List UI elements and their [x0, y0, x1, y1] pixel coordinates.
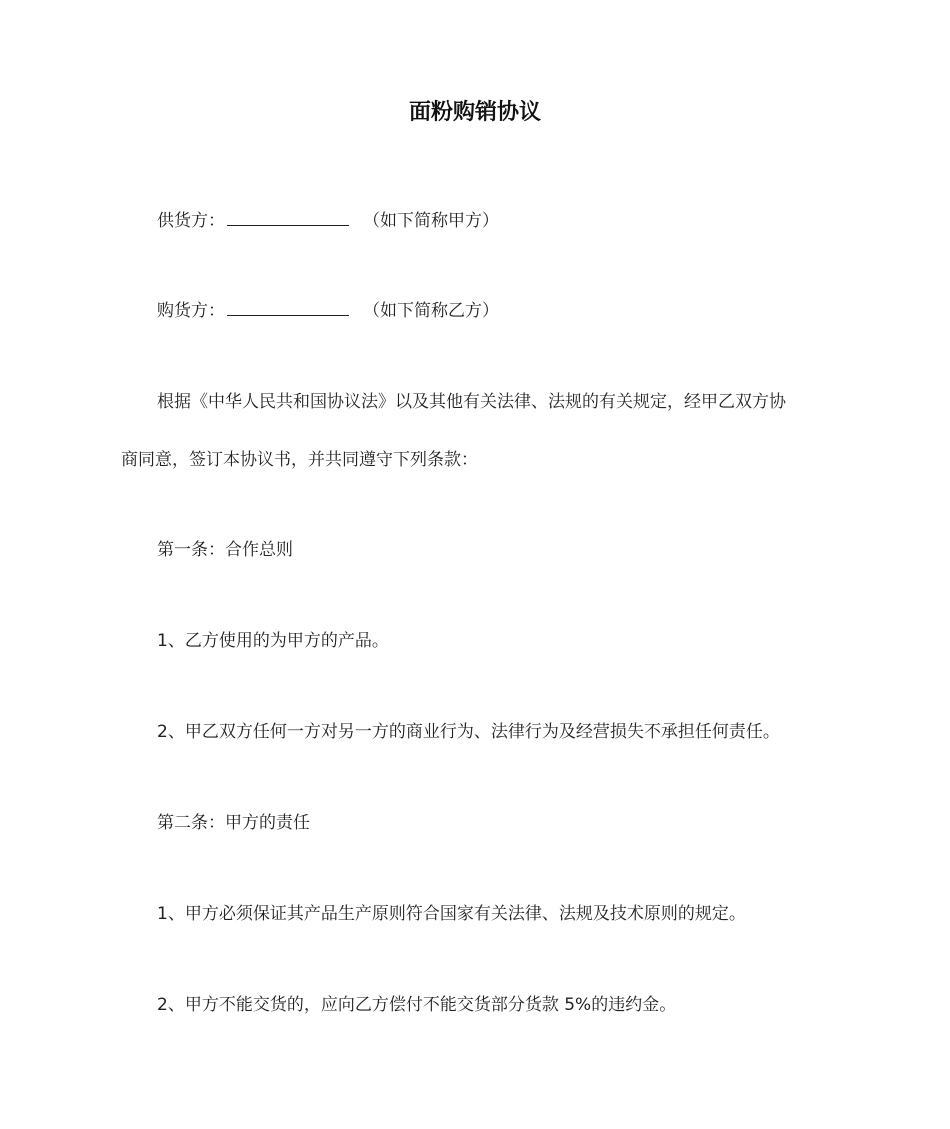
document-title: 面粉购销协议 — [408, 100, 541, 125]
supplier-label: 供货方： — [157, 211, 225, 231]
article-2-heading: 第二条：甲方的责任 — [157, 813, 310, 833]
buyer-line — [157, 298, 499, 323]
article-1-item-1: 1、乙方使用的为甲方的产品。 — [157, 631, 389, 651]
supplier-note: （如下简称甲方） — [363, 211, 499, 231]
preamble-line-2: 商同意，签订本协议书，并共同遵守下列条款： — [121, 450, 478, 470]
supplier-line — [157, 208, 499, 233]
buyer-label: 购货方： — [157, 301, 225, 321]
article-1-heading: 第一条：合作总则 — [157, 540, 293, 560]
supplier-blank — [227, 208, 349, 226]
article-2-item-1: 1、甲方必须保证其产品生产原则符合国家有关法律、法规及技术原则的规定。 — [157, 904, 746, 924]
buyer-blank — [227, 298, 349, 316]
article-1-item-2: 2、甲乙双方任何一方对另一方的商业行为、法律行为及经营损失不承担任何责任。 — [157, 722, 780, 742]
preamble-line-1: 根据《中华人民共和国协议法》以及其他有关法律、法规的有关规定，经甲乙双方协 — [157, 392, 786, 412]
article-2-item-2: 2、甲方不能交货的，应向乙方偿付不能交货部分货款 5%的违约金。 — [157, 995, 677, 1015]
buyer-note: （如下简称乙方） — [363, 301, 499, 321]
